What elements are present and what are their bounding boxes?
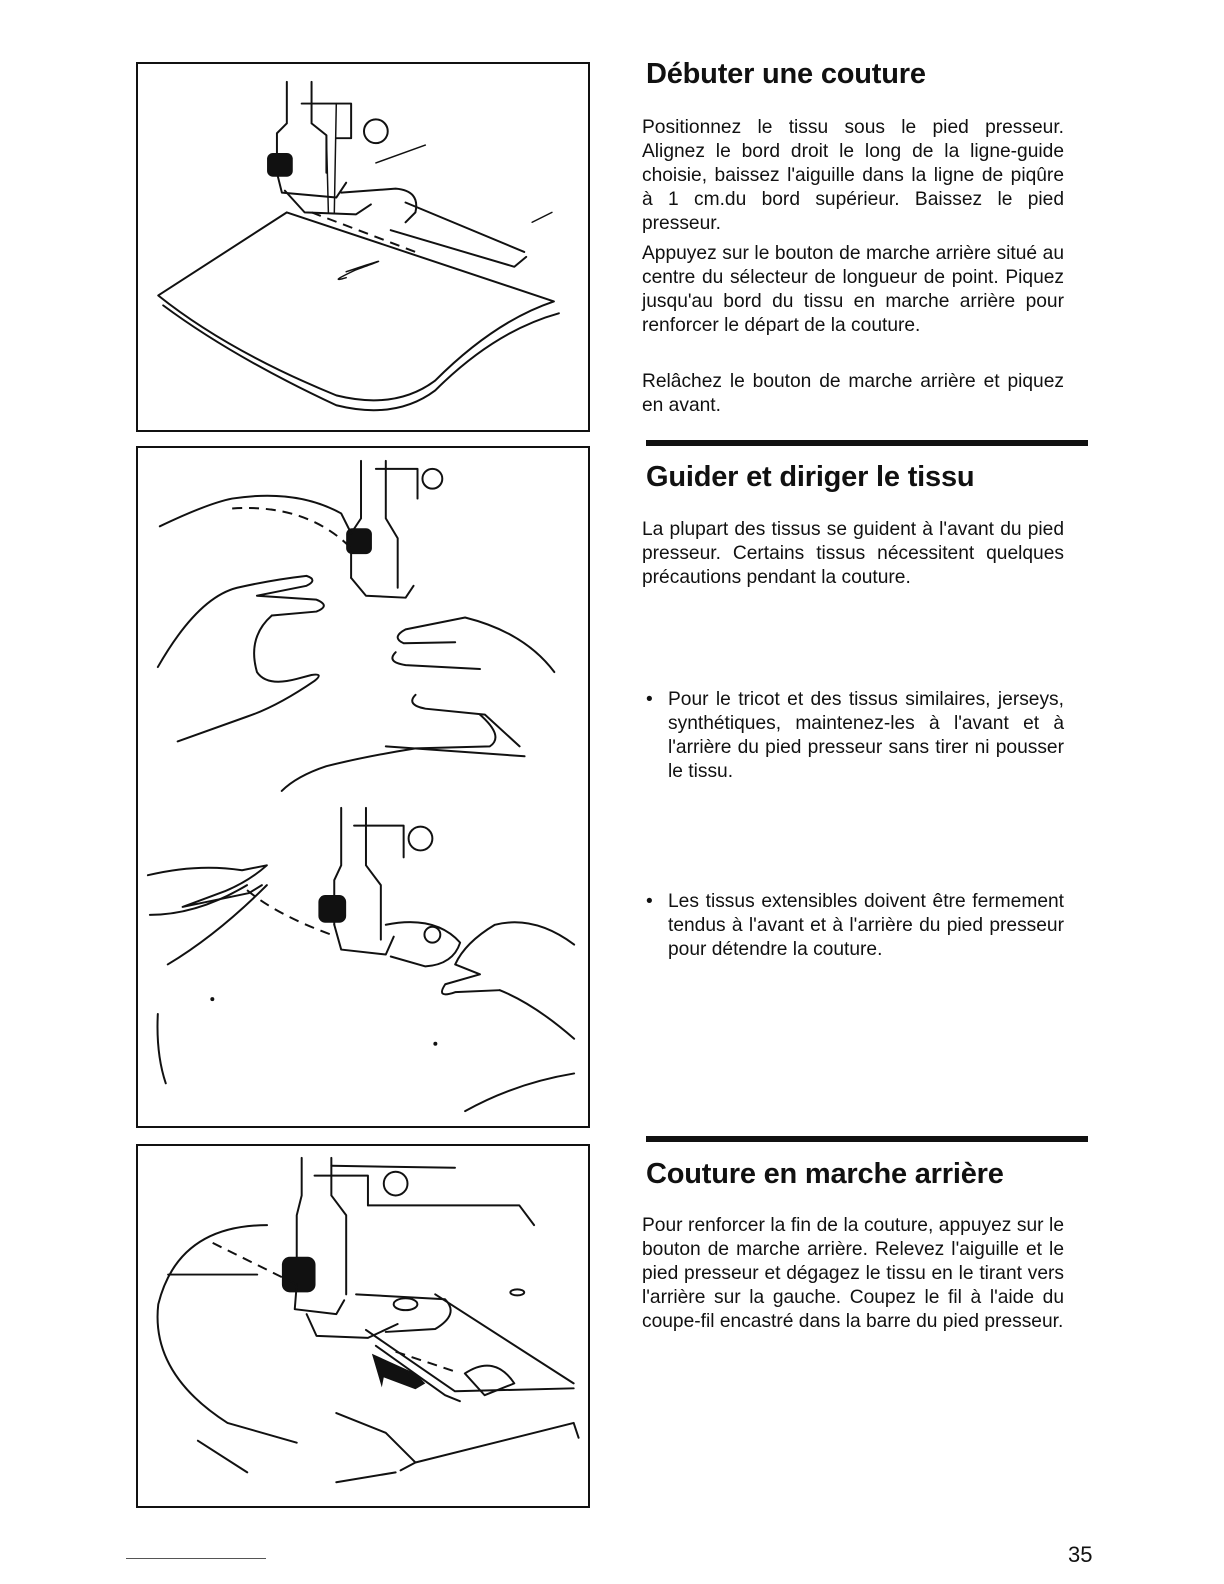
page-number: 35 <box>1068 1542 1093 1567</box>
paragraph-guide-fabric-intro: La plupart des tissus se guident à l'avant du pied presseur. Certains tissus nécessitent quelques précautions pendant la couture. <box>642 519 1064 588</box>
section-title-start-seam: Débuter une couture <box>646 58 926 90</box>
figure-reverse-stitch <box>136 1144 590 1508</box>
paragraph-reverse-stitch: Pour renforcer la fin de la couture, appuyez sur le bouton de marche arrière. Relevez l'aiguille et le pied presseur et dégagez le tissu en le tirant vers l'arrière sur la gauche. Coupez le fil à l'aide du coupe-fil encastré dans la barre du pied presseur. <box>642 1215 1064 1332</box>
bullet-item-knit-fabrics <box>646 688 1064 784</box>
paragraph-start-seam-3: Relâchez le bouton de marche arrière et piquez en avant. <box>642 371 1064 416</box>
paragraph-start-seam-1: Positionnez le tissu sous le pied presseur. Alignez le bord droit le long de la ligne-guide choisie, baissez l'aiguille dans la ligne de piqûre à 1 cm.du bord supérieur. Baissez le pied presseur. <box>642 117 1064 234</box>
bullet-marker: • <box>646 891 653 912</box>
bullet-item-stretch-fabrics <box>646 890 1064 962</box>
sewing-foot-start-illustration <box>138 64 588 430</box>
section-title-guide-fabric: Guider et diriger le tissu <box>646 461 975 493</box>
scan-line-mark <box>126 1558 266 1559</box>
section-divider <box>646 440 1088 446</box>
hands-guiding-fabric-illustration <box>138 448 588 1126</box>
reverse-stitch-illustration <box>138 1146 588 1506</box>
bullet-text-stretch-fabrics: Les tissus extensibles doivent être fermement tendus à l'avant et à l'arrière du pied presseur pour détendre la couture. <box>668 891 1064 960</box>
bullet-marker: • <box>646 689 653 710</box>
bullet-text-knit-fabrics: Pour le tricot et des tissus similaires, jerseys, synthétiques, maintenez-les à l'avant et à l'arrière du pied presseur sans tirer ni pousser le tissu. <box>668 689 1064 782</box>
paragraph-start-seam-2: Appuyez sur le bouton de marche arrière situé au centre du sélecteur de longueur de point. Piquez jusqu'au bord du tissu en marche arrière pour renforcer le départ de la couture. <box>642 243 1064 336</box>
figure-guide-fabric <box>136 446 590 1128</box>
section-title-reverse-stitch: Couture en marche arrière <box>646 1158 1004 1190</box>
figure-start-seam <box>136 62 590 432</box>
section-divider <box>646 1136 1088 1142</box>
